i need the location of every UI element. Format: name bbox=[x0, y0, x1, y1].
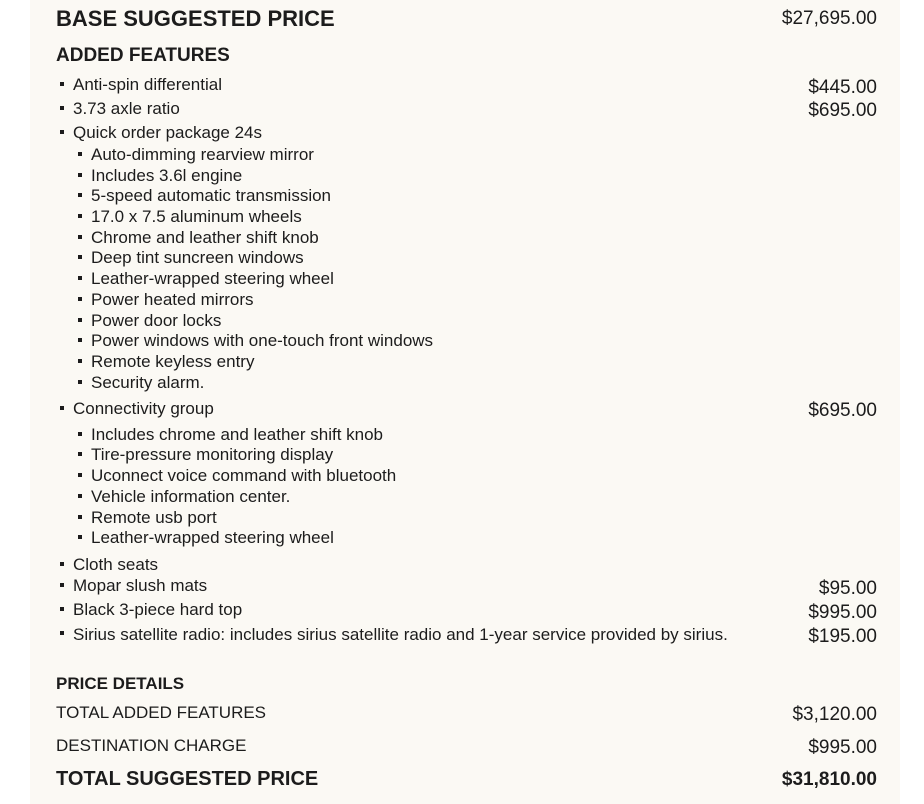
sub-feature-label: Uconnect voice command with bluetooth bbox=[91, 466, 397, 485]
sub-feature-label: Vehicle information center. bbox=[91, 487, 291, 506]
destination-charge-label: DESTINATION CHARGE bbox=[56, 736, 247, 755]
sub-feature-label: 17.0 x 7.5 aluminum wheels bbox=[91, 207, 302, 226]
feature-price: $445.00 bbox=[808, 77, 877, 98]
sub-feature-label: Power heated mirrors bbox=[91, 290, 254, 309]
feature-price: $95.00 bbox=[818, 578, 877, 599]
feature-label: Connectivity group bbox=[73, 399, 214, 418]
price-details-heading: PRICE DETAILS bbox=[56, 674, 185, 693]
sub-feature-label: Power door locks bbox=[91, 311, 222, 330]
sub-feature-label: Security alarm. bbox=[91, 373, 205, 392]
sub-feature-label: Includes 3.6l engine bbox=[91, 166, 243, 185]
window-sticker-panel bbox=[30, 0, 900, 804]
sub-feature-label: Leather-wrapped steering wheel bbox=[91, 269, 334, 288]
sub-feature-label: Remote usb port bbox=[91, 508, 217, 527]
sub-feature-label: Chrome and leather shift knob bbox=[91, 228, 319, 247]
feature-price: $695.00 bbox=[808, 100, 877, 121]
feature-label: Sirius satellite radio: includes sirius satellite radio and 1-year service provided by sirius. bbox=[73, 624, 753, 645]
sub-feature-label: Tire-pressure monitoring display bbox=[91, 445, 334, 464]
feature-label: Mopar slush mats bbox=[73, 576, 208, 595]
feature-price: $695.00 bbox=[808, 400, 877, 421]
sub-feature-label: Leather-wrapped steering wheel bbox=[91, 528, 334, 547]
sub-feature-label: Power windows with one-touch front windows bbox=[91, 331, 434, 350]
base-price-value: $27,695.00 bbox=[781, 8, 877, 29]
total-price-value: $31,810.00 bbox=[781, 769, 877, 790]
sub-feature-label: Deep tint suncreen windows bbox=[91, 248, 304, 267]
sub-feature-label: 5-speed automatic transmission bbox=[91, 186, 332, 205]
base-price-label: BASE SUGGESTED PRICE bbox=[56, 6, 335, 31]
feature-label: Black 3-piece hard top bbox=[73, 600, 243, 619]
feature-label: Quick order package 24s bbox=[73, 123, 262, 142]
total-price-label: TOTAL SUGGESTED PRICE bbox=[56, 768, 319, 790]
destination-charge-value: $995.00 bbox=[808, 737, 877, 758]
feature-label: Anti-spin differential bbox=[73, 75, 222, 94]
sub-feature-label: Remote keyless entry bbox=[91, 352, 255, 371]
total-added-features-label: TOTAL ADDED FEATURES bbox=[56, 703, 267, 722]
added-features-heading: ADDED FEATURES bbox=[56, 45, 230, 66]
sub-feature-label: Includes chrome and leather shift knob bbox=[91, 425, 384, 444]
total-added-features-value: $3,120.00 bbox=[792, 704, 877, 725]
feature-price: $995.00 bbox=[808, 602, 877, 623]
feature-label: Cloth seats bbox=[73, 555, 159, 574]
feature-label: 3.73 axle ratio bbox=[73, 99, 180, 118]
feature-price: $195.00 bbox=[808, 626, 877, 647]
sub-feature-label: Auto-dimming rearview mirror bbox=[91, 145, 314, 164]
